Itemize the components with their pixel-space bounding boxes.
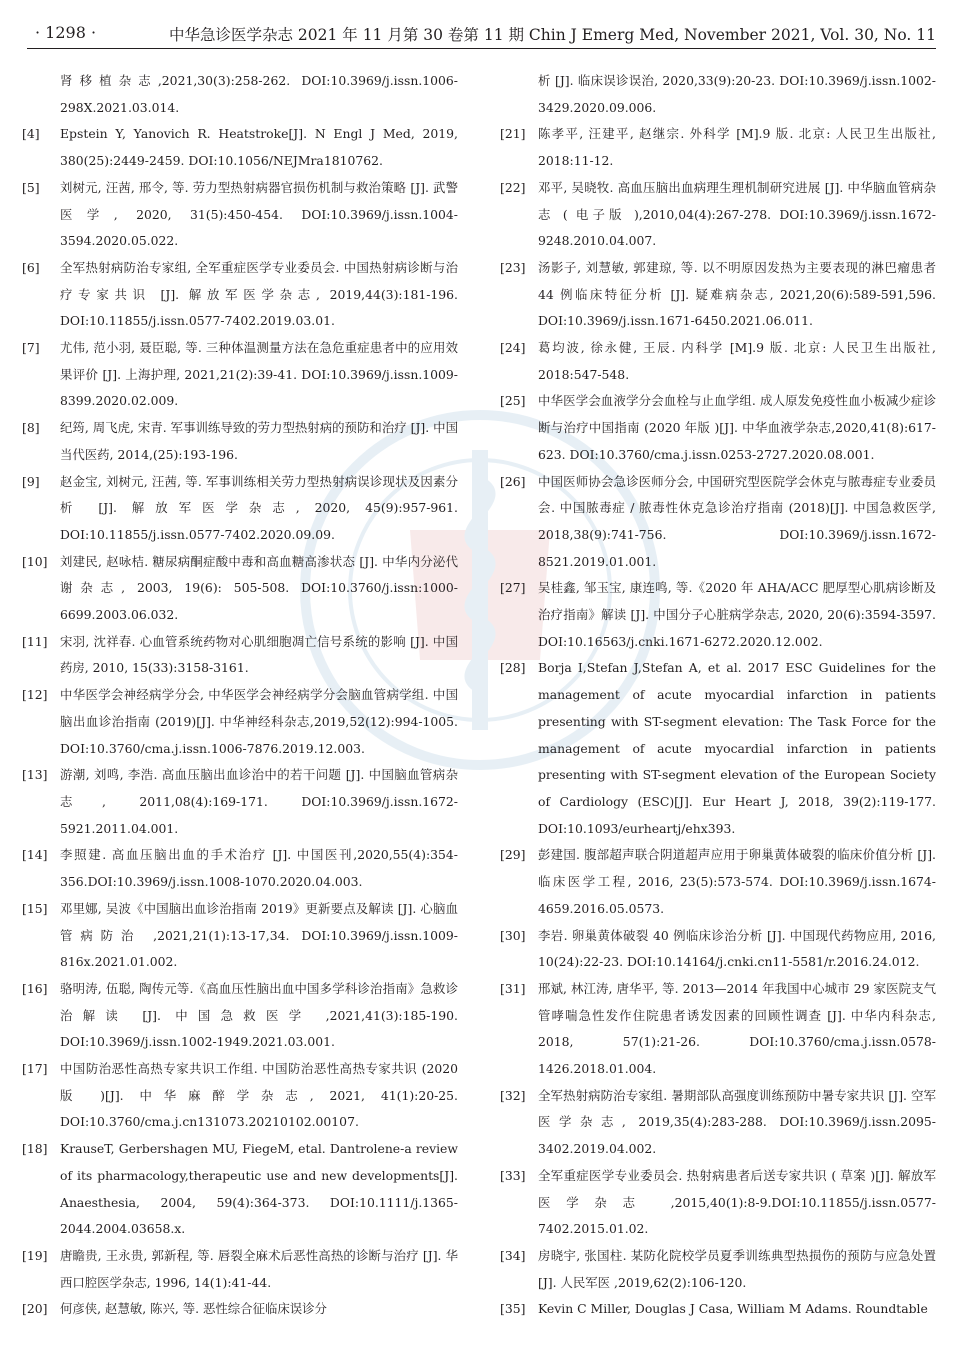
references-left-column: [22, 68, 458, 1323]
reference-number: [30]: [500, 927, 526, 943]
reference-text: Kevin C Miller, Douglas J Casa, William M Adams. Roundtable: [538, 1301, 928, 1317]
reference-number: [28]: [500, 660, 526, 676]
reference-item: [22, 762, 458, 842]
reference-number: [6]: [22, 259, 40, 275]
reference-item: [22, 469, 458, 549]
reference-text: 彭建国. 腹部超声联合阴道超声应用于卵巢黄体破裂的临床价值分析 [J]. 临床医学工程, 2016, 23(5):573-574. DOI:10.3969/j.issn.1674-4659.2016.05.0573.: [538, 847, 936, 916]
reference-item: [22, 255, 458, 335]
reference-text: 纪筠, 周飞虎, 宋青. 军事训练导致的劳力型热射病的预防和治疗 [J]. 中国当代医药, 2014,(25):193-196.: [60, 420, 458, 462]
reference-text: KrauseT, Gerbershagen MU, FiegeM, etal. Dantrolene-a review of its pharmacology,therapeutic use and new developments[J]. Anaesthesia, 2004, 59(4):364-373. DOI:10.1111/j.1365-2044.2004.03658.x.: [60, 1141, 458, 1237]
reference-text: 全军重症医学专业委员会. 热射病患者后送专家共识 ( 草案 )[J]. 解放军医学杂志 ,2015,40(1):8-9.DOI:10.11855/j.issn.0577-7402.2015.01.02.: [538, 1167, 936, 1237]
reference-number: [27]: [500, 580, 526, 596]
reference-number: [20]: [22, 1301, 48, 1317]
reference-number: [12]: [22, 687, 48, 703]
reference-text: 肾移植杂志,2021,30(3):258-262. DOI:10.3969/j.issn.1006-298X.2021.03.014.: [60, 73, 458, 115]
reference-number: [10]: [22, 553, 48, 569]
reference-number: [15]: [22, 900, 48, 916]
reference-item: [22, 415, 458, 468]
reference-item: [22, 1136, 458, 1243]
reference-text: 葛均波, 徐永健, 王辰. 内科学 [M].9 版. 北京: 人民卫生出版社, 2018:547-548.: [538, 340, 936, 382]
reference-text: 李岩. 卵巢黄体破裂 40 例临床诊治分析 [J]. 中国现代药物应用, 2016, 10(24):22-23. DOI:10.14164/j.cnki.cn11-5581/r.2016.24.012.: [538, 927, 936, 970]
reference-item: [500, 842, 936, 922]
reference-text: 中国医师协会急诊医师分会, 中国研究型医院学会休克与脓毒症专业委员会. 中国脓毒症 / 脓毒性休克急诊治疗指南 (2018)[J]. 中国急救医学, 2018,38(9):741-756. DOI:10.3969/j.issn.1672-8521.2019.01.001.: [538, 473, 936, 569]
reference-item: [500, 469, 936, 576]
reference-number: [26]: [500, 473, 526, 489]
reference-item: [22, 682, 458, 762]
reference-number: [34]: [500, 1247, 526, 1263]
reference-text: Borja I,Stefan J,Stefan A, et al. 2017 ESC Guidelines for the management of acute myocardial infarction in patients presenting with ST-segment elevation: The Task Force for the management of acute myocardial infarction in patients presenting with ST-segment elevation of the European Society of Cardiology (ESC)[J]. Eur Heart J, 2018, 39(2):119-177. DOI:10.1093/eurheartj/ehx393.: [538, 660, 936, 836]
reference-item: [500, 175, 936, 255]
reference-item: [22, 175, 458, 255]
reference-number: [22]: [500, 179, 526, 195]
reference-item: [22, 629, 458, 682]
reference-number: [31]: [500, 980, 526, 996]
page-number: · 1298 ·: [35, 23, 97, 42]
reference-text: 邓平, 吴晓牧. 高血压脑出血病理生理机制研究进展 [J]. 中华脑血管病杂志 ( 电子版 ),2010,04(4):267-278. DOI:10.3969/j.issn.1672-9248.2010.04.007.: [538, 179, 936, 249]
reference-item: [22, 842, 458, 895]
references-right-column: [500, 68, 936, 1323]
reference-number: [14]: [22, 847, 48, 863]
reference-item: [22, 68, 458, 121]
reference-item: [22, 1056, 458, 1136]
reference-number: [33]: [500, 1167, 526, 1183]
reference-item: [500, 923, 936, 976]
reference-text: 游潮, 刘鸣, 李浩. 高血压脑出血诊治中的若干问题 [J]. 中国脑血管病杂志, 2011,08(4):169-171. DOI:10.3969/j.issn.1672-5921.2011.04.001.: [60, 767, 458, 836]
reference-text: Epstein Y, Yanovich R. Heatstroke[J]. N Engl J Med, 2019, 380(25):2449-2459. DOI:10.1056/NEJMra1810762.: [60, 126, 458, 169]
reference-number: [29]: [500, 847, 526, 863]
reference-text: 汤影子, 刘慧敏, 郭建琼, 等. 以不明原因发热为主要表现的淋巴瘤患者 44 例临床特征分析 [J]. 疑难病杂志, 2021,20(6):589-591,596. DOI:10.3969/j.issn.1671-6450.2021.06.011.: [538, 259, 936, 329]
reference-item: [500, 1296, 936, 1323]
journal-running-head: 中华急诊医学杂志 2021 年 11 月第 30 卷第 11 期 Chin J Emerg Med, November 2021, Vol. 30, No. 11: [168, 26, 936, 44]
reference-item: [22, 1296, 458, 1323]
reference-number: [5]: [22, 179, 40, 195]
reference-number: [18]: [22, 1141, 48, 1157]
reference-text: 宋羽, 沈祥春. 心血管系统药物对心肌细胞凋亡信号系统的影响 [J]. 中国药房, 2010, 15(33):3158-3161.: [60, 633, 458, 676]
reference-number: [19]: [22, 1247, 48, 1263]
reference-item: [500, 1243, 936, 1296]
reference-text: 房晓宇, 张国柱. 某防化院校学员夏季训练典型热损伤的预防与应急处置 [J]. 人民军医 ,2019,62(2):106-120.: [538, 1247, 936, 1290]
reference-item: [500, 255, 936, 335]
reference-item: [500, 1163, 936, 1243]
reference-text: 邓里娜, 吴波《中国脑出血诊治指南 2019》更新要点及解读 [J]. 心脑血管病防治 ,2021,21(1):13-17,34. DOI:10.3969/j.issn.1009-816x.2021.01.002.: [60, 900, 458, 970]
reference-text: 中华医学会血液学分会血栓与止血学组. 成人原发免疫性血小板减少症诊断与治疗中国指南 (2020 年版 )[J]. 中华血液学杂志,2020,41(8):617-623. DOI:10.3760/cma.j.issn.0253-2727.2020.08.001.: [538, 393, 936, 462]
reference-number: [16]: [22, 980, 48, 996]
reference-number: [13]: [22, 767, 48, 783]
reference-text: 析 [J]. 临床误诊误治, 2020,33(9):20-23. DOI:10.3969/j.issn.1002-3429.2020.09.006.: [538, 73, 936, 115]
reference-item: [500, 388, 936, 468]
page-header: [27, 20, 936, 49]
reference-text: 陈孝平, 汪建平, 赵继宗. 外科学 [M].9 版. 北京: 人民卫生出版社, 2018:11-12.: [538, 126, 936, 169]
reference-item: [22, 976, 458, 1056]
reference-item: [22, 121, 458, 174]
reference-item: [500, 575, 936, 655]
reference-item: [500, 68, 936, 121]
reference-number: [4]: [22, 126, 40, 142]
reference-text: 尤伟, 范小羽, 聂臣聪, 等. 三种体温测量方法在急危重症患者中的应用效果评价 [J]. 上海护理, 2021,21(2):39-41. DOI:10.3969/j.issn.1009-8399.2020.02.009.: [60, 340, 458, 409]
reference-number: [17]: [22, 1061, 48, 1077]
reference-number: [11]: [22, 633, 48, 649]
reference-number: [24]: [500, 340, 526, 356]
reference-text: 唐瞻贵, 王永贵, 郭新程, 等. 唇裂全麻术后恶性高热的诊断与治疗 [J]. 华西口腔医学杂志, 1996, 14(1):41-44.: [60, 1247, 458, 1290]
reference-number: [25]: [500, 393, 526, 409]
reference-text: 李照建. 高血压脑出血的手术治疗 [J]. 中国医刊,2020,55(4):354-356.DOI:10.3969/j.issn.1008-1070.2020.04.003.: [60, 847, 458, 890]
reference-item: [500, 335, 936, 388]
reference-item: [22, 896, 458, 976]
reference-text: 刘建民, 赵咏桔. 糖尿病酮症酸中毒和高血糖高渗状态 [J]. 中华内分泌代谢杂志, 2003, 19(6): 505-508. DOI:10.3760/j.issn:1000-6699.2003.06.032.: [60, 553, 458, 623]
reference-number: [21]: [500, 126, 526, 142]
reference-text: 赵金宝, 刘树元, 汪茜, 等. 军事训练相关劳力型热射病误诊现状及因素分析 [J]. 解放军医学杂志, 2020, 45(9):957-961. DOI:10.11855/j.issn.0577-7402.2020.09.09.: [60, 473, 458, 542]
reference-number: [8]: [22, 420, 40, 436]
reference-text: 全军热射病防治专家组, 全军重症医学专业委员会. 中国热射病诊断与治疗专家共识 [J]. 解放军医学杂志, 2019,44(3):181-196. DOI:10.11855/j.issn.0577-7402.2019.03.01.: [60, 259, 458, 329]
reference-number: [9]: [22, 473, 40, 489]
reference-text: 刘树元, 汪茜, 邢令, 等. 劳力型热射病器官损伤机制与救治策略 [J]. 武警医学, 2020, 31(5):450-454. DOI:10.3969/j.issn.1004-3594.2020.05.022.: [60, 179, 458, 249]
reference-text: 骆明涛, 伍聪, 陶传元等.《高血压性脑出血中国多学科诊治指南》急救诊治解读 [J]. 中国急救医学 ,2021,41(3):185-190. DOI:10.3969/j.issn.1002-1949.2021.03.001.: [60, 980, 458, 1050]
reference-number: [23]: [500, 259, 526, 275]
reference-item: [500, 976, 936, 1083]
reference-item: [500, 655, 936, 842]
reference-text: 中华医学会神经病学分会, 中华医学会神经病学分会脑血管病学组. 中国脑出血诊治指南 (2019)[J]. 中华神经科杂志,2019,52(12):994-1005. DOI:10.3760/cma.j.issn.1006-7876.2019.12.003.: [60, 687, 458, 756]
reference-text: 中国防治恶性高热专家共识工作组. 中国防治恶性高热专家共识 (2020 版 )[J]. 中华麻醉学杂志, 2021, 41(1):20-25. DOI:10.3760/cma.j.cn131073.20210102.00107.: [60, 1061, 458, 1130]
reference-number: [35]: [500, 1301, 526, 1317]
reference-item: [22, 549, 458, 629]
reference-text: 何彦侠, 赵慧敏, 陈兴, 等. 恶性综合征临床误诊分: [60, 1301, 327, 1317]
reference-item: [500, 1083, 936, 1163]
reference-text: 全军热射病防治专家组. 暑期部队高强度训练预防中暑专家共识 [J]. 空军医学杂志, 2019,35(4):283-288. DOI:10.3969/j.issn.2095-3402.2019.04.002.: [538, 1087, 936, 1157]
reference-item: [22, 335, 458, 415]
reference-item: [500, 121, 936, 174]
reference-text: 邢斌, 林江涛, 唐华平, 等. 2013—2014 年我国中心城市 29 家医院支气管哮喘急性发作住院患者诱发因素的回顾性调查 [J]. 中华内科杂志, 2018, 57(1):21-26. DOI:10.3760/cma.j.issn.0578-1426.2018.01.004.: [538, 980, 936, 1077]
reference-text: 吴桂鑫, 邹玉宝, 康连鸣, 等.《2020 年 AHA/ACC 肥厚型心肌病诊断及治疗指南》解读 [J]. 中国分子心脏病学杂志, 2020, 20(6):3594-3597. DOI:10.16563/j.cnki.1671-6272.2020.12.002.: [538, 580, 936, 649]
reference-number: [32]: [500, 1087, 526, 1103]
reference-number: [7]: [22, 340, 40, 356]
reference-item: [22, 1243, 458, 1296]
